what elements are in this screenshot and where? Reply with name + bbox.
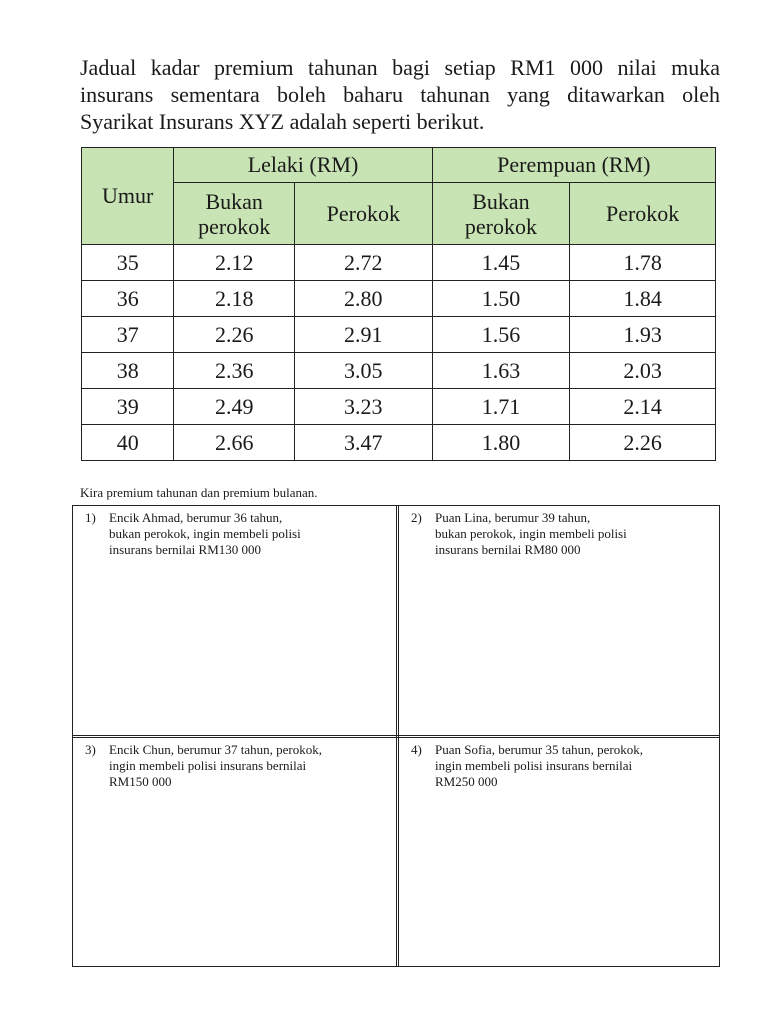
- table-row: [82, 317, 716, 353]
- instruction-text: Kira premium tahunan dan premium bulanan.: [80, 485, 318, 500]
- cell-female-smoker: 2.26: [570, 425, 716, 461]
- grid-divider-vertical: [396, 506, 397, 966]
- question-number: 2): [411, 510, 422, 525]
- intro-paragraph: [80, 54, 720, 135]
- header-age: Umur: [82, 148, 174, 245]
- answer-box-2[interactable]: [399, 506, 719, 735]
- cell-male-non-smoker: 2.26: [174, 317, 295, 353]
- cell-male-smoker: 3.23: [294, 389, 432, 425]
- cell-male-non-smoker: 2.36: [174, 353, 295, 389]
- header-male-smoker: Perokok: [294, 183, 432, 245]
- cell-male-smoker: 2.80: [294, 281, 432, 317]
- answer-grid: [72, 505, 720, 967]
- cell-age: 39: [82, 389, 174, 425]
- cell-male-non-smoker: 2.18: [174, 281, 295, 317]
- table-row: [82, 425, 716, 461]
- intro-line: Jadual kadar premium tahunan bagi setiap RM1 000 nilai muka: [80, 55, 720, 80]
- table-row: [82, 353, 716, 389]
- question-text: Encik Ahmad, berumur 36 tahun, bukan perokok, ingin membeli polisi insurans bernilai RM130 000: [109, 510, 301, 557]
- intro-line: Syarikat Insurans XYZ adalah seperti berikut.: [80, 109, 485, 134]
- question-text: Encik Chun, berumur 37 tahun, perokok, ingin membeli polisi insurans bernilai RM150 000: [109, 742, 323, 789]
- cell-male-smoker: 3.47: [294, 425, 432, 461]
- cell-female-non-smoker: 1.50: [432, 281, 570, 317]
- intro-line: insurans sementara boleh baharu tahunan yang ditawarkan oleh: [80, 82, 720, 107]
- question-number: 3): [85, 742, 96, 757]
- cell-age: 35: [82, 245, 174, 281]
- cell-age: 40: [82, 425, 174, 461]
- cell-female-smoker: 1.78: [570, 245, 716, 281]
- cell-age: 37: [82, 317, 174, 353]
- header-female-smoker: Perokok: [570, 183, 716, 245]
- cell-male-smoker: 3.05: [294, 353, 432, 389]
- premium-rate-table: [81, 147, 716, 461]
- cell-female-non-smoker: 1.56: [432, 317, 570, 353]
- cell-age: 36: [82, 281, 174, 317]
- header-male-non-smoker: Bukan perokok: [174, 183, 295, 245]
- table-row: [82, 245, 716, 281]
- question-text: Puan Sofia, berumur 35 tahun, perokok, ingin membeli polisi insurans bernilai RM250 000: [435, 742, 643, 789]
- cell-age: 38: [82, 353, 174, 389]
- cell-male-non-smoker: 2.49: [174, 389, 295, 425]
- question-number: 1): [85, 510, 96, 525]
- cell-male-non-smoker: 2.12: [174, 245, 295, 281]
- cell-male-smoker: 2.72: [294, 245, 432, 281]
- cell-female-smoker: 2.03: [570, 353, 716, 389]
- grid-divider-horizontal: [73, 735, 719, 736]
- answer-box-4[interactable]: [399, 738, 719, 966]
- cell-female-non-smoker: 1.63: [432, 353, 570, 389]
- answer-box-3[interactable]: [73, 738, 396, 966]
- cell-female-non-smoker: 1.45: [432, 245, 570, 281]
- header-female: Perempuan (RM): [432, 148, 715, 183]
- cell-female-smoker: 2.14: [570, 389, 716, 425]
- header-male: Lelaki (RM): [174, 148, 432, 183]
- table-row: [82, 281, 716, 317]
- header-female-non-smoker: Bukan perokok: [432, 183, 570, 245]
- question-number: 4): [411, 742, 422, 757]
- answer-box-1[interactable]: [73, 506, 396, 735]
- cell-female-non-smoker: 1.80: [432, 425, 570, 461]
- cell-female-smoker: 1.84: [570, 281, 716, 317]
- question-text: Puan Lina, berumur 39 tahun, bukan perokok, ingin membeli polisi insurans bernilai RM80 000: [435, 510, 627, 557]
- cell-female-smoker: 1.93: [570, 317, 716, 353]
- cell-female-non-smoker: 1.71: [432, 389, 570, 425]
- cell-male-non-smoker: 2.66: [174, 425, 295, 461]
- cell-male-smoker: 2.91: [294, 317, 432, 353]
- table-row: [82, 389, 716, 425]
